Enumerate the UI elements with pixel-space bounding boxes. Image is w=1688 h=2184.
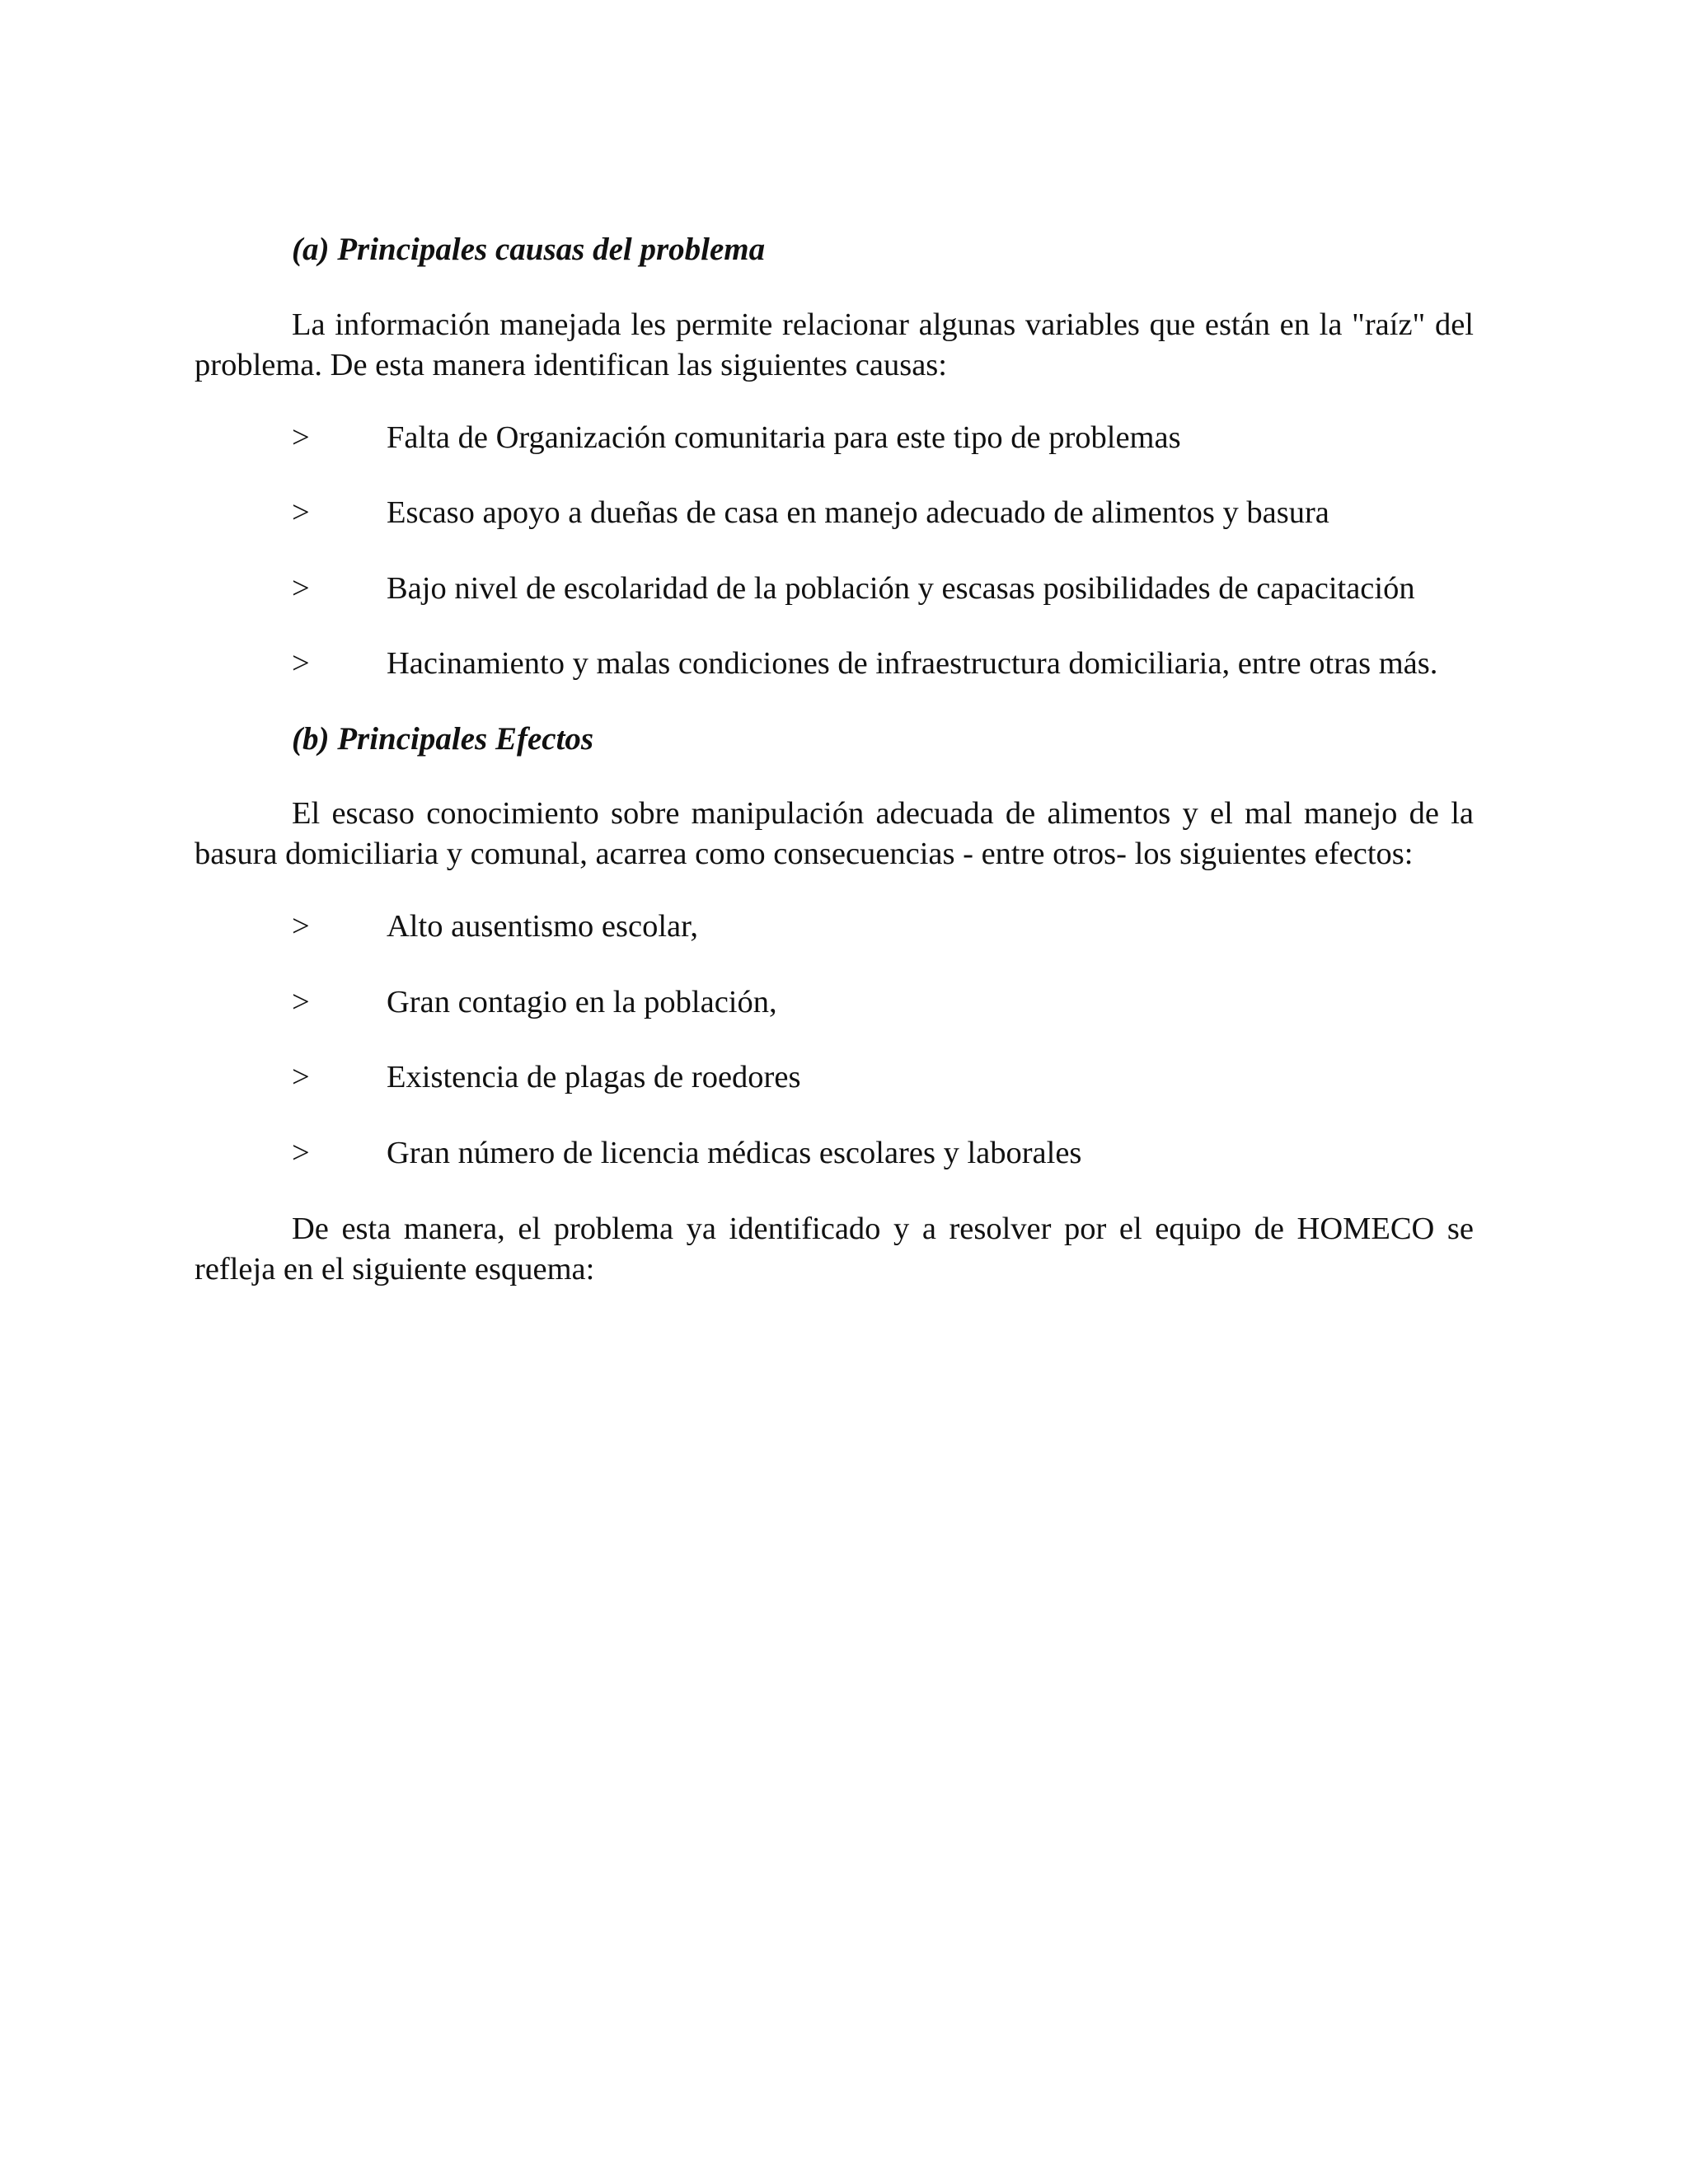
closing-paragraph: De esta manera, el problema ya identificado y a resolver por el equipo de HOMECO se refleja en el siguiente esquema: bbox=[195, 1212, 1474, 1286]
cause-item-text: Hacinamiento y malas condiciones de infraestructura domiciliaria, entre otras más. bbox=[387, 646, 1438, 681]
section-b-heading: (b) Principales Efectos bbox=[292, 721, 594, 757]
effect-item-text: Gran contagio en la población, bbox=[387, 985, 777, 1019]
cause-item bbox=[292, 569, 1474, 608]
list-marker: > bbox=[292, 985, 310, 1019]
cause-item-text: Bajo nivel de escolaridad de la población y escasas posibilidades de capacitación bbox=[387, 571, 1415, 606]
list-marker: > bbox=[292, 646, 310, 681]
effect-item bbox=[292, 1057, 1474, 1097]
list-marker: > bbox=[292, 420, 310, 455]
cause-item bbox=[292, 644, 1474, 683]
effect-item-text: Existencia de plagas de roedores bbox=[387, 1060, 801, 1094]
document-page bbox=[195, 0, 1474, 2184]
cause-item-text: Escaso apoyo a dueñas de casa en manejo adecuado de alimentos y basura bbox=[387, 495, 1329, 530]
list-marker: > bbox=[292, 571, 310, 606]
list-marker: > bbox=[292, 495, 310, 530]
effect-item-text: Alto ausentismo escolar, bbox=[387, 909, 699, 944]
cause-item bbox=[292, 493, 1474, 532]
list-marker: > bbox=[292, 1136, 310, 1170]
section-b-intro: El escaso conocimiento sobre manipulación adecuada de alimentos y el mal manejo de la basura domiciliaria y comunal, acarrea como consecuencias - entre otros- los siguientes efectos: bbox=[195, 796, 1474, 871]
list-marker: > bbox=[292, 1060, 310, 1094]
effect-item-text: Gran número de licencia médicas escolares y laborales bbox=[387, 1136, 1082, 1170]
effect-item bbox=[292, 1133, 1474, 1173]
effect-item bbox=[292, 982, 1474, 1022]
cause-item bbox=[292, 418, 1474, 457]
section-a-intro: La información manejada les permite relacionar algunas variables que están en la "raíz" del problema. De esta manera identifican las siguientes causas: bbox=[195, 307, 1474, 382]
list-marker: > bbox=[292, 909, 310, 944]
section-a-heading: (a) Principales causas del problema bbox=[292, 232, 766, 267]
cause-item-text: Falta de Organización comunitaria para este tipo de problemas bbox=[387, 420, 1181, 455]
effect-item bbox=[292, 907, 1474, 946]
